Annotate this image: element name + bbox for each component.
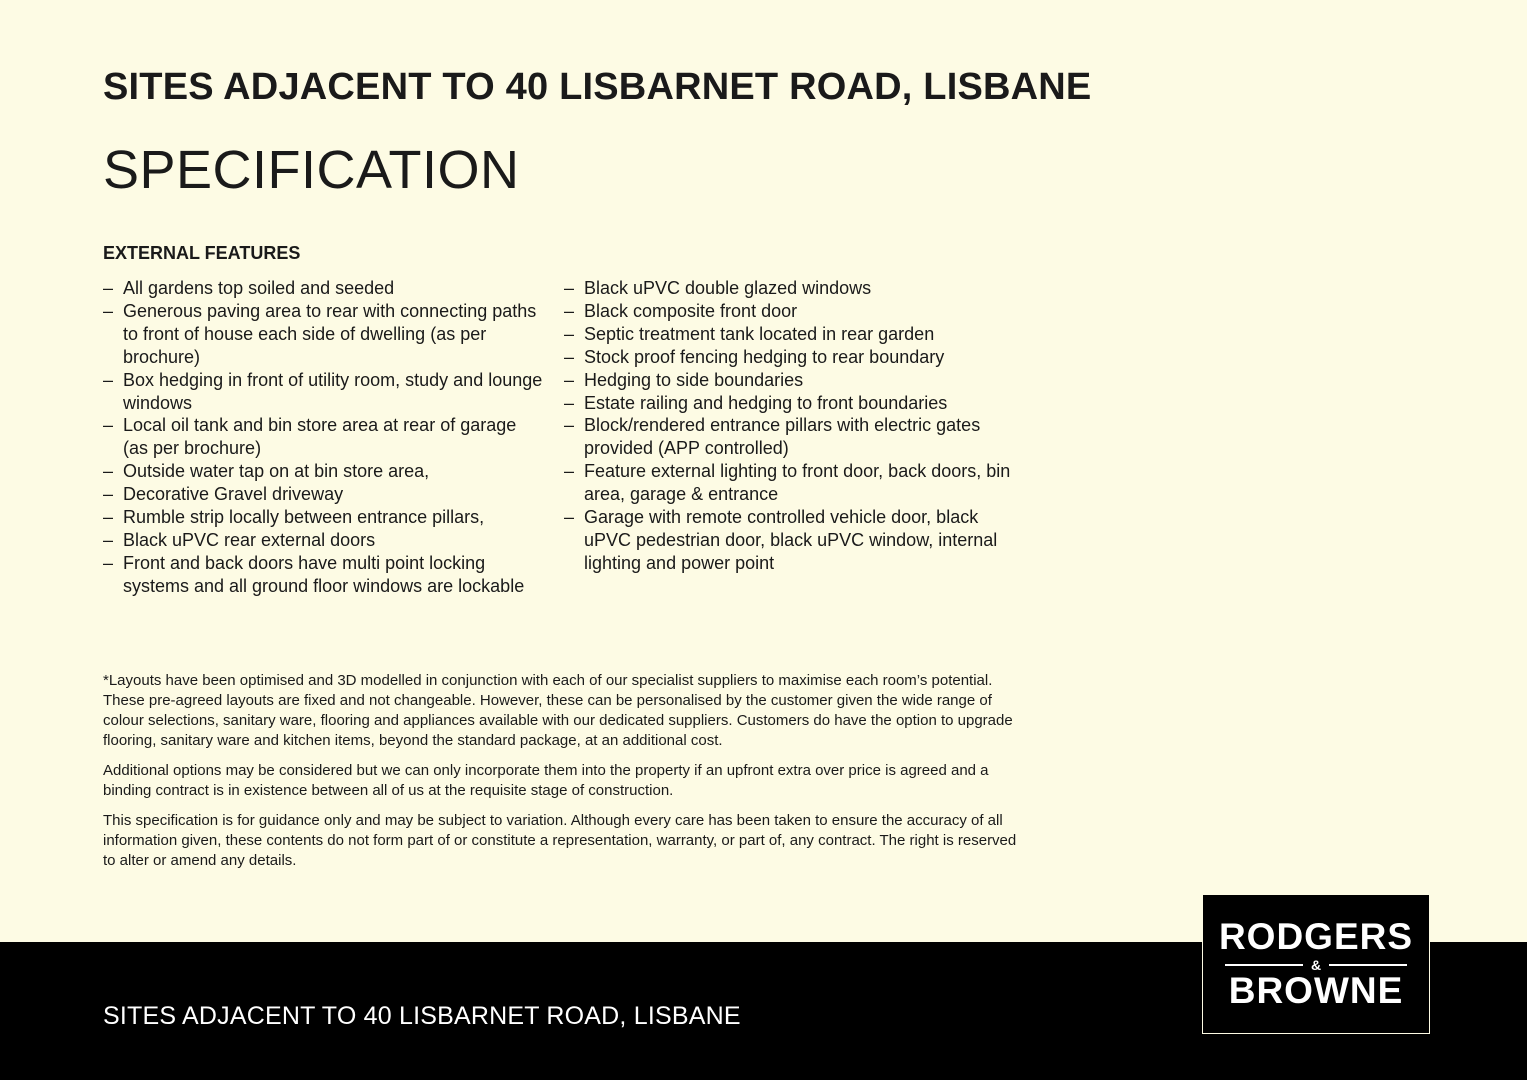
options-disclaimer: Additional options may be considered but we can only incorporate them into the property if an upfront extra over price is agreed and a binding contract is in existence between all of us at the requisite stage of construction.	[103, 762, 989, 799]
list-item: – Generous paving area to rear with connecting paths to front of house each side of dwelling (as per brochure)	[103, 300, 543, 369]
features-list-left	[103, 277, 543, 598]
specification-heading: SPECIFICATION	[103, 140, 520, 200]
logo-rule-left	[1225, 964, 1303, 966]
list-item: – Estate railing and hedging to front boundaries	[564, 392, 1014, 415]
guidance-disclaimer: This specification is for guidance only and may be subject to variation. Although every care has been taken to ensure the accuracy of all information given, these contents do not form part of or constitute a representation, warranty, or part of, any contract. The right is reserved to alter or amend any details.	[103, 812, 1017, 869]
logo-ampersand: &	[1310, 957, 1322, 973]
list-item: – Hedging to side boundaries	[564, 369, 1014, 392]
footer-address: SITES ADJACENT TO 40 LISBARNET ROAD, LISBANE	[103, 1002, 741, 1030]
list-item: – Feature external lighting to front door, back doors, bin area, garage & entrance	[564, 460, 1014, 506]
list-item: – Septic treatment tank located in rear garden	[564, 323, 1014, 346]
list-item: – Rumble strip locally between entrance pillars,	[103, 506, 543, 529]
logo-line-rodgers: RODGERS	[1218, 916, 1414, 957]
list-item: – Outside water tap on at bin store area,	[103, 460, 543, 483]
logo-rule-right	[1329, 964, 1407, 966]
rodgers-browne-logo	[1202, 894, 1430, 1034]
list-item: – Block/rendered entrance pillars with electric gates provided (APP controlled)	[564, 414, 1014, 460]
list-item: – Black uPVC double glazed windows	[564, 277, 1014, 300]
layouts-disclaimer: *Layouts have been optimised and 3D modelled in conjunction with each of our specialist suppliers to maximise each room’s potential. These pre-agreed layouts are fixed and not changeable. However, these can be personalised by the customer given the wide range of colour selections, sanitary ware, flooring and appliances available with our dedicated suppliers. Customers do have the option to upgrade flooring, sanitary ware and kitchen items, beyond the standard package, at an additional cost.	[103, 672, 1013, 749]
list-item: – Black composite front door	[564, 300, 1014, 323]
logo-line-browne: BROWNE	[1228, 970, 1404, 1011]
list-item: – Front and back doors have multi point locking systems and all ground floor windows are lockable	[103, 552, 543, 598]
list-item: – Black uPVC rear external doors	[103, 529, 543, 552]
list-item: – All gardens top soiled and seeded	[103, 277, 543, 300]
disclaimer-section	[103, 671, 1028, 881]
list-item: – Decorative Gravel driveway	[103, 483, 543, 506]
list-item: – Box hedging in front of utility room, study and lounge windows	[103, 369, 543, 415]
list-item: – Local oil tank and bin store area at rear of garage (as per brochure)	[103, 414, 543, 460]
list-item: – Garage with remote controlled vehicle door, black uPVC pedestrian door, black uPVC window, internal lighting and power point	[564, 506, 1014, 575]
features-list-right	[564, 277, 1014, 575]
list-item: – Stock proof fencing hedging to rear boundary	[564, 346, 1014, 369]
page-title: SITES ADJACENT TO 40 LISBARNET ROAD, LISBANE	[103, 66, 1092, 108]
external-features-heading: EXTERNAL FEATURES	[103, 243, 301, 263]
